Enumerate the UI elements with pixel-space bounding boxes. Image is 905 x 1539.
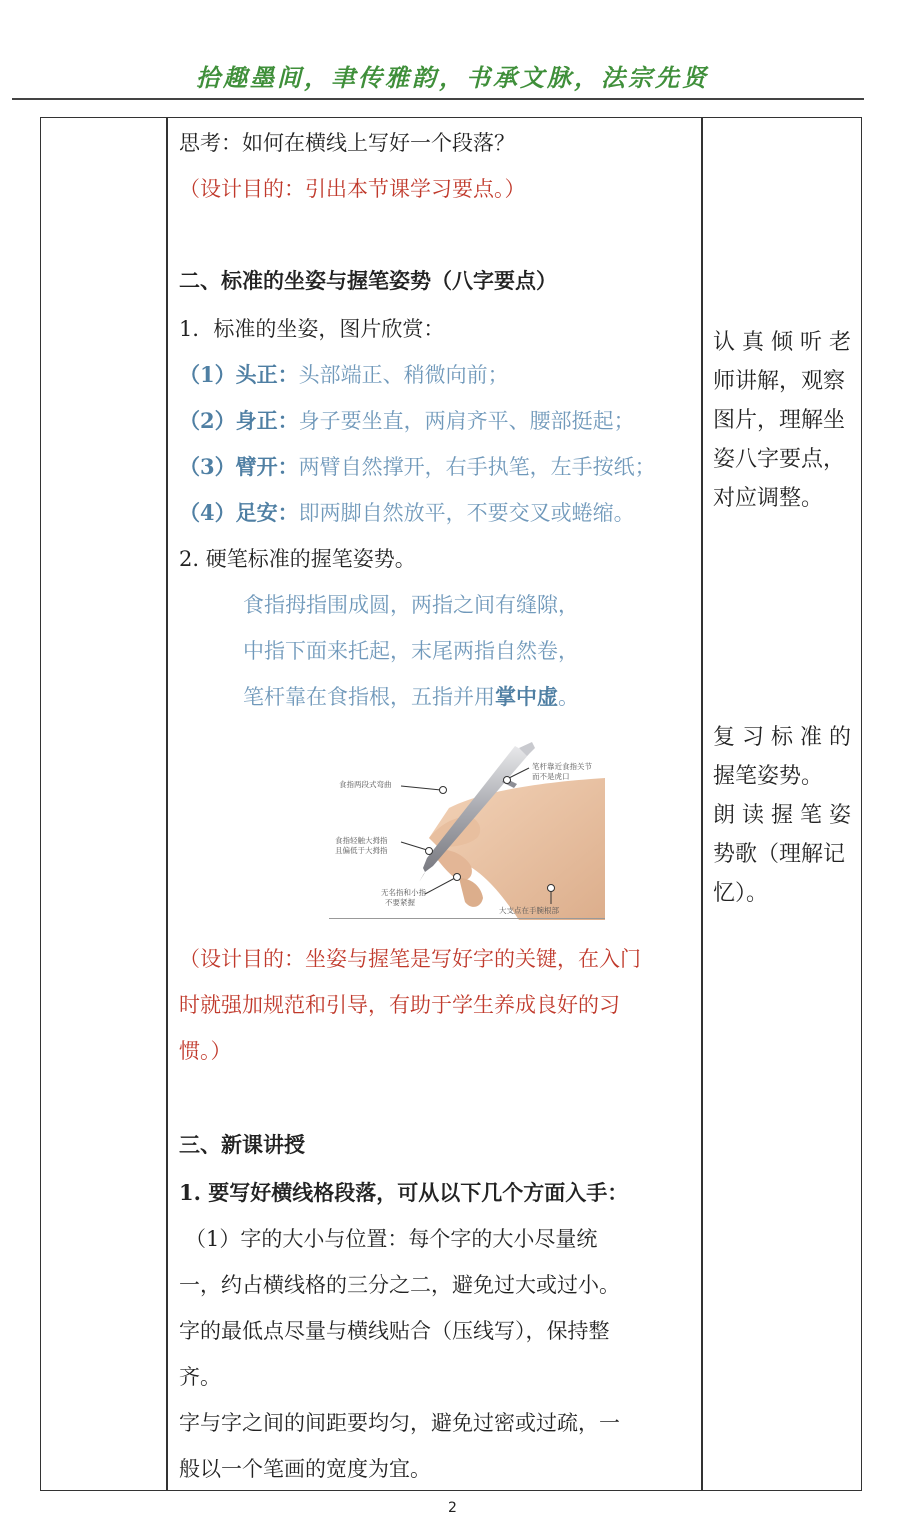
section-2-title: 二、标准的坐姿与握笔姿势（八字要点） xyxy=(179,268,557,293)
section-3-title: 三、新课讲授 xyxy=(179,1132,305,1157)
posture-point-label: （2）身正： xyxy=(179,408,299,433)
design-purpose-2-line: 惯。） xyxy=(179,1039,232,1063)
posture-point-label: （1）头正： xyxy=(179,362,299,387)
student-activity-block-2 xyxy=(713,718,853,913)
photo-caption: 而不是虎口 xyxy=(532,772,570,781)
section-3-line: 齐。 xyxy=(179,1365,221,1389)
photo-caption: 且偏低于大拇指 xyxy=(335,846,388,855)
poem-emphasis: 掌中虚 xyxy=(495,684,558,709)
section-3-subtitle: 1. 要写好横线格段落，可从以下几个方面入手： xyxy=(179,1180,629,1205)
photo-caption: 不要紧握 xyxy=(385,898,415,907)
student-activity-block-1 xyxy=(713,323,853,518)
poem-line-text: 笔杆靠在食指根，五指并用 xyxy=(243,685,495,709)
think-question: 思考：如何在横线上写好一个段落？ xyxy=(179,131,515,155)
posture-point xyxy=(179,360,509,390)
header-divider xyxy=(12,98,864,100)
student-activity-line: 对应调整。 xyxy=(713,486,824,511)
pen-grip-photo xyxy=(329,738,605,920)
design-purpose-1: （设计目的：引出本节课学习要点。） xyxy=(179,177,526,201)
posture-point xyxy=(179,498,635,528)
posture-point-label: （3）臂开： xyxy=(179,454,299,479)
design-purpose-2-line: 时就强加规范和引导，有助于学生养成良好的习 xyxy=(179,993,620,1017)
posture-point-text: 两臂自然撑开，右手执笔，左手按纸； xyxy=(298,455,656,479)
posture-point-text: 即两脚自然放平，不要交叉或蜷缩。 xyxy=(298,501,635,525)
column-divider-right xyxy=(701,118,703,1490)
section-3-line: 般以一个笔画的宽度为宜。 xyxy=(179,1457,431,1481)
photo-baseline xyxy=(329,918,605,919)
student-activity-line: 朗 读 握 笔 姿 xyxy=(713,803,851,828)
section-3-line: 字与字之间的间距要均匀，避免过密或过疏，一 xyxy=(179,1411,620,1435)
section-3-line: 字的最低点尽量与横线贴合（压线写），保持整 xyxy=(179,1319,610,1343)
column-divider-left xyxy=(166,118,168,1490)
student-activity-line: 握笔姿势。 xyxy=(713,764,824,789)
photo-caption: 笔杆靠近食指关节 xyxy=(532,762,592,771)
poem-line-end: 。 xyxy=(558,685,579,709)
student-activity-line: 势歌（理解记 xyxy=(713,842,846,867)
posture-point xyxy=(179,452,656,482)
student-activity-line: 认 真 倾 听 老 xyxy=(713,330,851,355)
posture-point-label: （4）足安： xyxy=(179,500,299,525)
posture-point-text: 身子要坐直，两肩齐平、腰部挺起； xyxy=(298,409,635,433)
poem-line: 中指下面来托起，末尾两指自然卷， xyxy=(243,639,579,663)
student-activity-line: 姿八字要点， xyxy=(713,447,846,472)
posture-point xyxy=(179,406,635,436)
page-number: 2 xyxy=(448,1500,457,1516)
student-activity-line: 图片，理解坐 xyxy=(713,408,846,433)
photo-caption: 无名指和小指 xyxy=(381,888,426,897)
poem-line xyxy=(243,682,579,712)
student-activity-line: 师讲解，观察 xyxy=(713,369,846,394)
section-3-line: 一，约占横线格的三分之二，避免过大或过小。 xyxy=(179,1273,620,1297)
student-activity-line: 复 习 标 准 的 xyxy=(713,725,851,750)
poem-line: 食指拇指围成圆，两指之间有缝隙， xyxy=(243,593,579,617)
posture-point-text: 头部端正、稍微向前； xyxy=(298,363,509,387)
pen-grip-title: 2. 硬笔标准的握笔姿势。 xyxy=(179,547,416,571)
header-motto: 拾趣墨间，聿传雅韵，书承文脉，法宗先贤 xyxy=(196,63,709,92)
photo-caption: 食指轻触大拇指 xyxy=(335,836,388,845)
design-purpose-2-line: （设计目的：坐姿与握笔是写好字的关键，在入门 xyxy=(179,947,641,971)
photo-caption: 食指两段式弯曲 xyxy=(339,780,392,789)
lesson-table xyxy=(40,117,862,1491)
caption-leader-lines xyxy=(329,738,605,920)
section-3-line: （1）字的大小与位置：每个字的大小尽量统 xyxy=(185,1227,598,1251)
student-activity-line: 忆）。 xyxy=(713,881,769,906)
photo-caption: 大支点在手腕根部 xyxy=(499,906,559,915)
sitting-posture-title: 1．标准的坐姿，图片欣赏： xyxy=(179,317,445,341)
